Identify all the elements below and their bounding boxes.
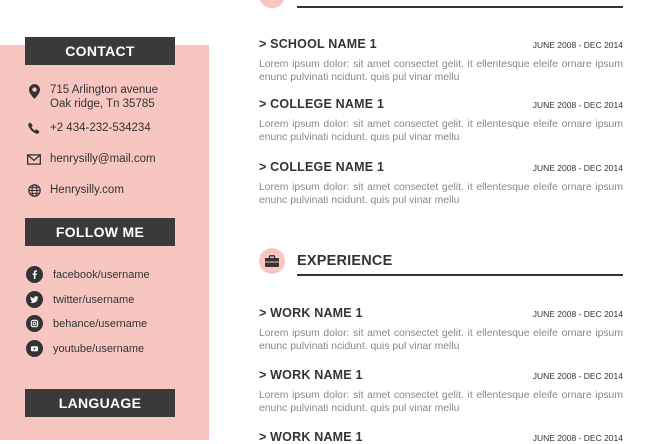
experience-title: EXPERIENCE bbox=[297, 253, 393, 269]
contact-website bbox=[26, 184, 124, 197]
behance-icon bbox=[26, 315, 43, 332]
entry-date: JUNE 2008 - DEC 2014 bbox=[532, 40, 623, 50]
social-label: facebook/username bbox=[53, 268, 150, 281]
entry-date: JUNE 2008 - DEC 2014 bbox=[532, 309, 623, 319]
address-line-1: 715 Arlington avenue bbox=[50, 84, 159, 96]
experience-entry bbox=[259, 430, 623, 444]
mail-icon bbox=[26, 153, 42, 165]
phone-icon bbox=[26, 122, 42, 134]
social-twitter[interactable] bbox=[26, 291, 134, 308]
social-label: behance/username bbox=[53, 317, 148, 330]
entry-date: JUNE 2008 - DEC 2014 bbox=[532, 371, 623, 381]
email-text: henrysilly@mail.com bbox=[50, 153, 156, 165]
entry-name: > SCHOOL NAME 1 bbox=[259, 37, 377, 51]
entry-description: Lorem ipsum dolor: sit amet consectet gelit. it ellentesque eleife ornare ipsum enunc pulvinati ncidunt. quis pul vinar mellu bbox=[259, 328, 623, 352]
contact-email bbox=[26, 153, 156, 165]
education-divider bbox=[297, 6, 623, 8]
entry-name: > COLLEGE NAME 1 bbox=[259, 160, 385, 174]
entry-name: > WORK NAME 1 bbox=[259, 306, 363, 320]
contact-address bbox=[26, 84, 158, 111]
language-heading: LANGUAGE bbox=[25, 389, 175, 417]
entry-date: JUNE 2008 - DEC 2014 bbox=[532, 433, 623, 443]
entry-description: Lorem ipsum dolor: sit amet consectet gelit. it ellentesque eleife ornare ipsum enunc pulvinati ncidunt. quis pul vinar mellu bbox=[259, 390, 623, 414]
entry-description: Lorem ipsum dolor: sit amet consectet gelit. it ellentesque eleife ornare ipsum enunc pulvinati ncidunt. quis pul vinar mellu bbox=[259, 182, 623, 206]
briefcase-icon bbox=[265, 255, 279, 267]
entry-name: > WORK NAME 1 bbox=[259, 430, 363, 444]
contact-phone bbox=[26, 122, 151, 134]
education-badge bbox=[259, 0, 285, 8]
education-entry bbox=[259, 97, 623, 144]
facebook-icon bbox=[26, 266, 43, 283]
entry-name: > WORK NAME 1 bbox=[259, 368, 363, 382]
globe-icon bbox=[26, 184, 42, 197]
social-label: youtube/username bbox=[53, 342, 145, 355]
entry-name: > COLLEGE NAME 1 bbox=[259, 97, 385, 111]
phone-text: +2 434-232-534234 bbox=[50, 122, 151, 134]
experience-divider bbox=[297, 274, 623, 276]
social-label: twitter/username bbox=[53, 293, 135, 306]
follow-heading: FOLLOW ME bbox=[25, 218, 175, 246]
education-entry bbox=[259, 160, 623, 207]
website-text: Henrysilly.com bbox=[50, 184, 124, 196]
contact-heading: CONTACT bbox=[25, 37, 175, 65]
entry-description: Lorem ipsum dolor: sit amet consectet gelit. it ellentesque eleife ornare ipsum enunc pulvinati ncidunt. quis pul vinar mellu bbox=[259, 119, 623, 143]
experience-entry bbox=[259, 306, 623, 353]
social-facebook[interactable] bbox=[26, 266, 150, 283]
experience-badge bbox=[259, 248, 285, 274]
education-entry bbox=[259, 37, 623, 84]
entry-description: Lorem ipsum dolor: sit amet consectet gelit. it ellentesque eleife ornare ipsum enunc pulvinati ncidunt. quis pul vinar mellu bbox=[259, 59, 623, 83]
location-pin-icon bbox=[26, 84, 42, 99]
entry-date: JUNE 2008 - DEC 2014 bbox=[532, 163, 623, 173]
entry-date: JUNE 2008 - DEC 2014 bbox=[532, 100, 623, 110]
twitter-icon bbox=[26, 291, 43, 308]
address-line-2: Oak ridge, Tn 35785 bbox=[50, 97, 155, 110]
experience-entry bbox=[259, 368, 623, 415]
social-behance[interactable] bbox=[26, 315, 147, 332]
youtube-icon bbox=[26, 340, 43, 357]
social-youtube[interactable] bbox=[26, 340, 144, 357]
